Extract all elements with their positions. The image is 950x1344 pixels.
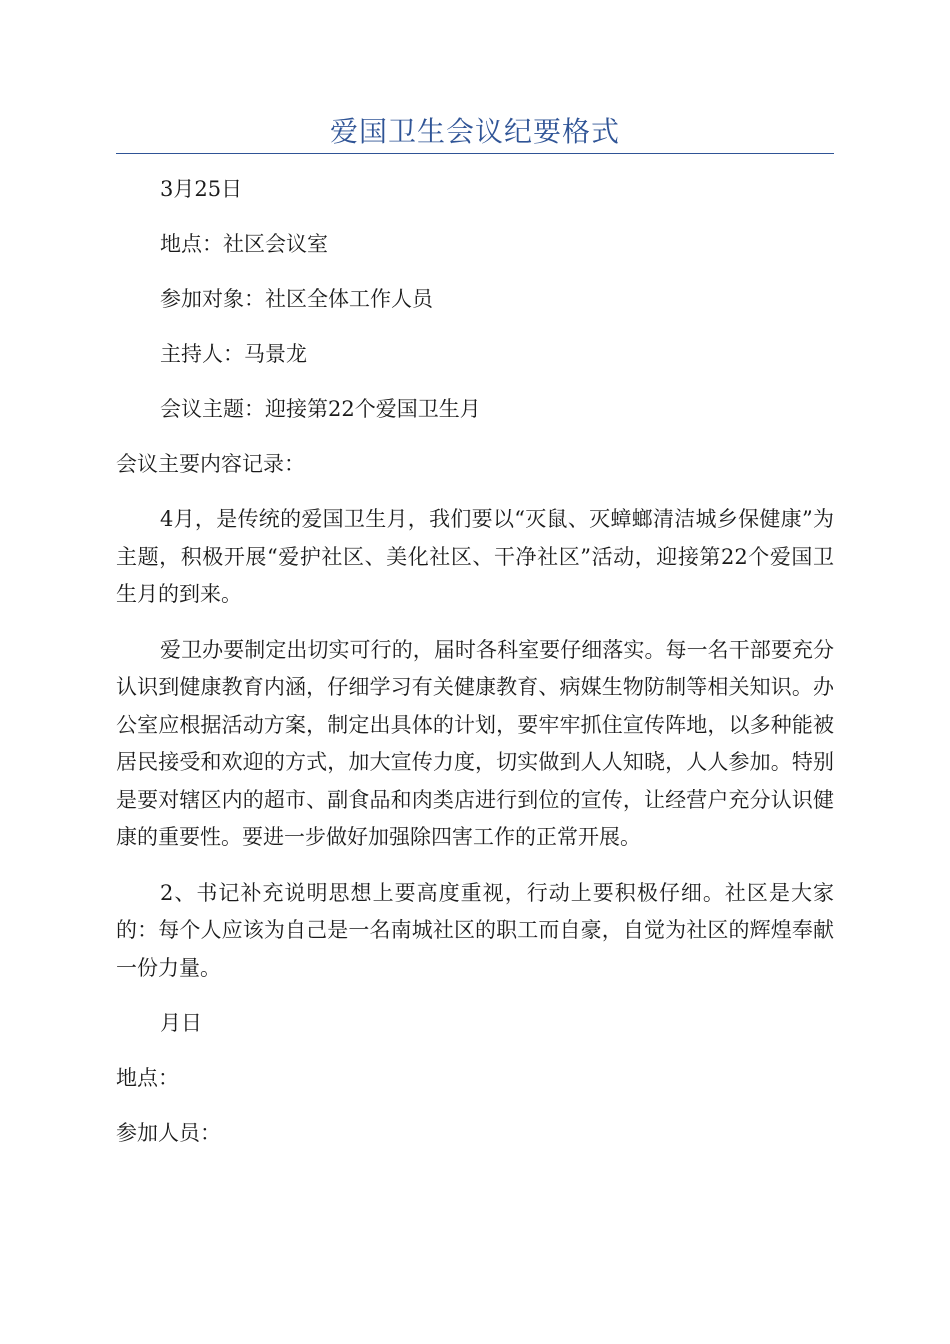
second-meeting-location: 地点： [116,1066,179,1090]
record-heading: 会议主要内容记录： [116,452,305,476]
meeting-participants: 参加对象：社区全体工作人员 [160,287,433,311]
meeting-host: 主持人：马景龙 [160,342,307,366]
second-meeting-participants: 参加人员： [116,1121,221,1145]
meeting-theme: 会议主题：迎接第22个爱国卫生月 [160,397,481,421]
document-title: 爱国卫生会议纪要格式 [329,115,620,148]
document-body [116,171,834,1170]
second-meeting-date: 月日 [160,1011,202,1035]
content-paragraph-3: 2、书记补充说明思想上要高度重视，行动上要积极仔细。社区是大家的：每个人应该为自己是一名南城社区的职工而自豪，自觉为社区的辉煌奉献一份力量。 [116,880,834,980]
content-paragraph-1: 4月，是传统的爱国卫生月，我们要以“灭鼠、灭蟑螂清洁城乡保健康”为主题，积极开展“爱护社区、美化社区、干净社区”活动，迎接第22个爱国卫生月的到来。 [116,507,834,606]
meeting-date: 3月25日 [160,177,243,201]
content-paragraph-2: 爱卫办要制定出切实可行的，届时各科室要仔细落实。每一名干部要充分认识到健康教育内涵，仔细学习有关健康教育、病媒生物防制等相关知识。办公室应根据活动方案，制定出具体的计划，要牢牢抓住宣传阵地，以多种能被居民接受和欢迎的方式，加大宣传力度，切实做到人人知晓，人人参加。特别是要对辖区内的超市、副食品和肉类店进行到位的宣传，让经营户充分认识健康的重要性。要进一步做好加强除四害工作的正常开展。 [116,637,834,849]
meeting-location: 地点：社区会议室 [160,232,328,256]
title-underline [116,153,834,154]
